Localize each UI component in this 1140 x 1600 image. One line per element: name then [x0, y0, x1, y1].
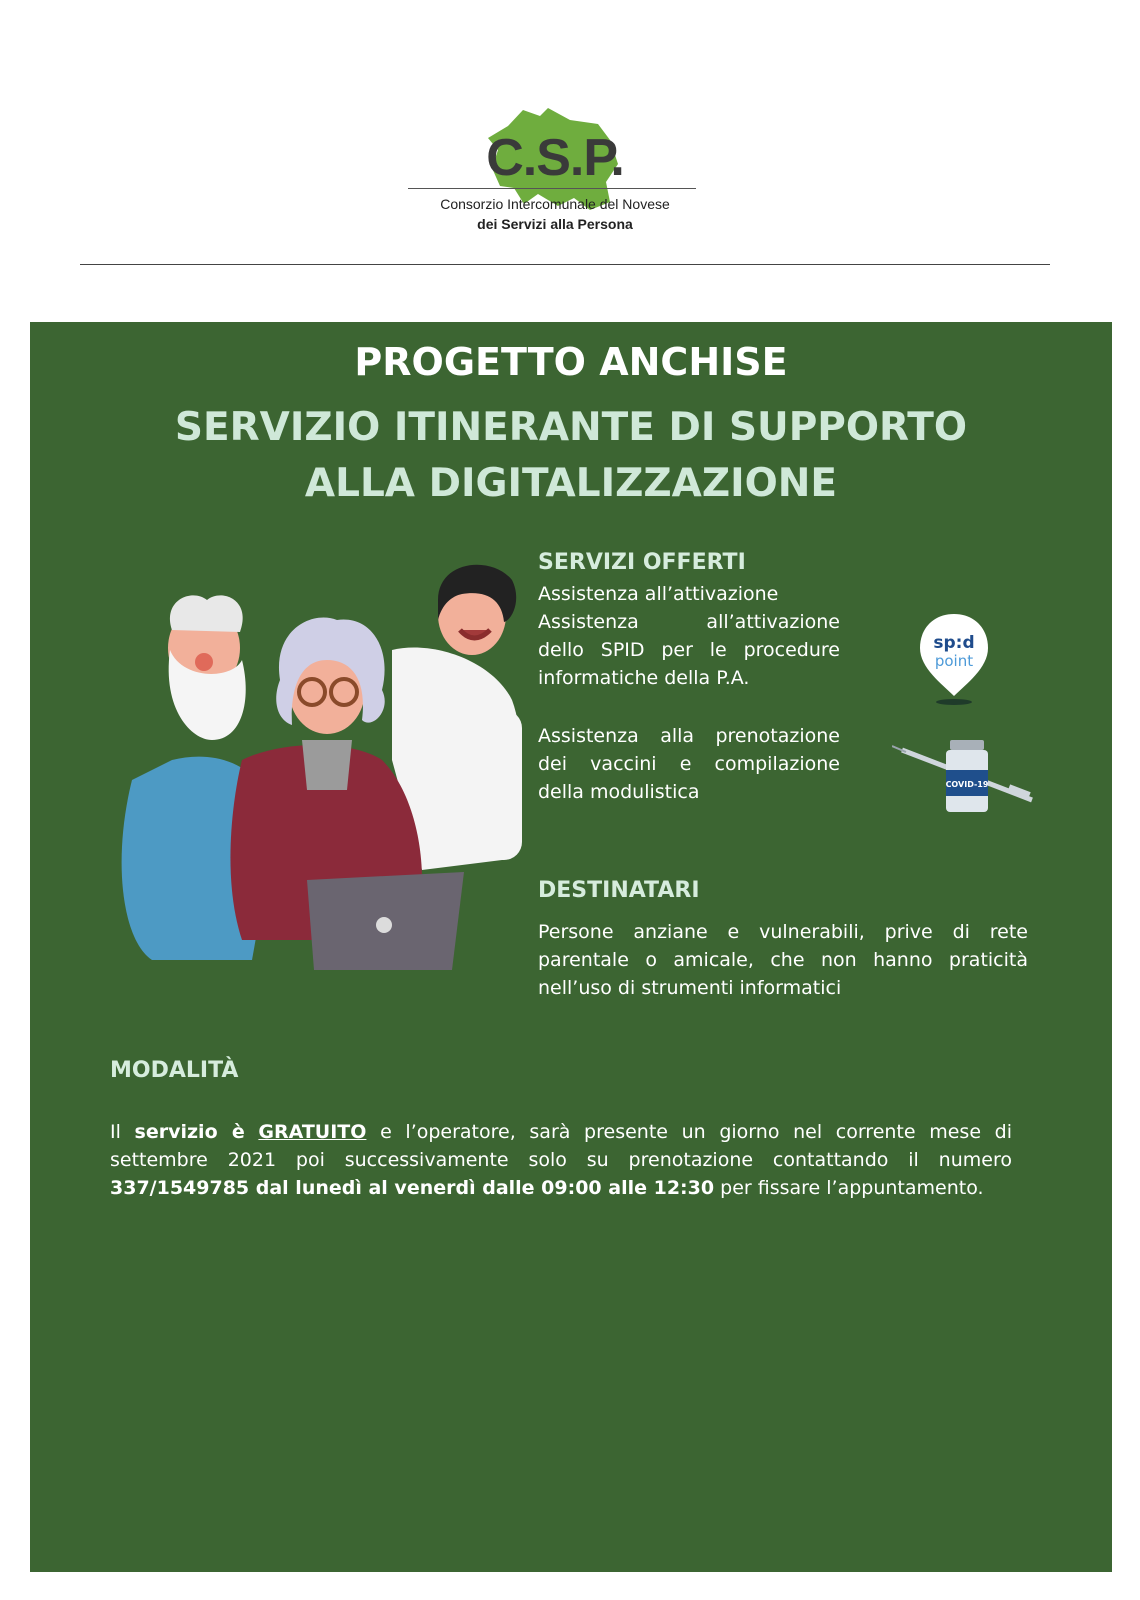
services-paragraph-vaccines	[538, 722, 840, 806]
recipients-line: parentale o amicale, che non hanno praticità	[538, 949, 1028, 971]
services-line: informatiche della P.A.	[538, 667, 750, 689]
services-heading: SERVIZI OFFERTI	[538, 550, 746, 575]
mode-free-label: GRATUITO	[258, 1121, 367, 1143]
mode-text-2: e l’operatore, sarà presente un giorno nel corrente mese di settembre 2021 poi successivamente solo su prenotazione contattando il numero	[110, 1121, 1012, 1171]
mode-free-prefix: servizio è	[134, 1121, 245, 1143]
recipients-line: nell’uso di strumenti informatici	[538, 977, 842, 999]
services-line: Assistenza all’attivazione	[538, 583, 779, 605]
mode-text-3: per fissare l’appuntamento.	[714, 1177, 984, 1199]
services-line: dello SPID per le procedure	[538, 639, 840, 661]
recipients-heading: DESTINATARI	[538, 878, 700, 903]
mode-paragraph	[110, 1118, 1012, 1202]
services-paragraph-spid	[538, 580, 840, 692]
header-divider	[80, 264, 1050, 265]
mode-heading: MODALITÀ	[110, 1058, 239, 1083]
poster-title: PROGETTO ANCHISE	[354, 340, 788, 384]
poster-subtitle	[30, 400, 1112, 512]
services-line: dei vaccini e compilazione	[538, 753, 840, 775]
spid-point-icon	[914, 610, 994, 710]
spid-badge-top-text: sp:d	[933, 633, 975, 653]
logo-name-line2: dei Servizi alla Persona	[477, 216, 633, 232]
recipients-paragraph	[538, 918, 1028, 1002]
seniors-with-helper-illustration	[92, 560, 532, 980]
subtitle-line-1: SERVIZIO ITINERANTE DI SUPPORTO	[174, 405, 968, 450]
spid-badge-bottom-text: point	[934, 652, 974, 670]
logo-divider	[408, 188, 696, 189]
logo-name-line1: Consorzio Intercomunale del Novese	[440, 196, 670, 212]
poster	[30, 322, 1112, 1572]
csp-logo	[400, 100, 710, 250]
services-line: Assistenza all’attivazione	[538, 611, 840, 633]
recipients-line: Persone anziane e vulnerabili, prive di rete	[538, 921, 1028, 943]
vaccine-syringe-icon	[892, 740, 1042, 820]
mode-text-1: Il	[110, 1121, 135, 1143]
vaccine-label-text: COVID-19	[945, 780, 989, 789]
mode-phone-hours: 337/1549785 dal lunedì al venerdì dalle 09:00 alle 12:30	[110, 1177, 715, 1199]
logo-acronym: C.S.P.	[486, 129, 624, 187]
subtitle-line-2: ALLA DIGITALIZZAZIONE	[304, 461, 838, 506]
services-line: Assistenza alla prenotazione	[538, 725, 840, 747]
services-line: della modulistica	[538, 781, 700, 803]
